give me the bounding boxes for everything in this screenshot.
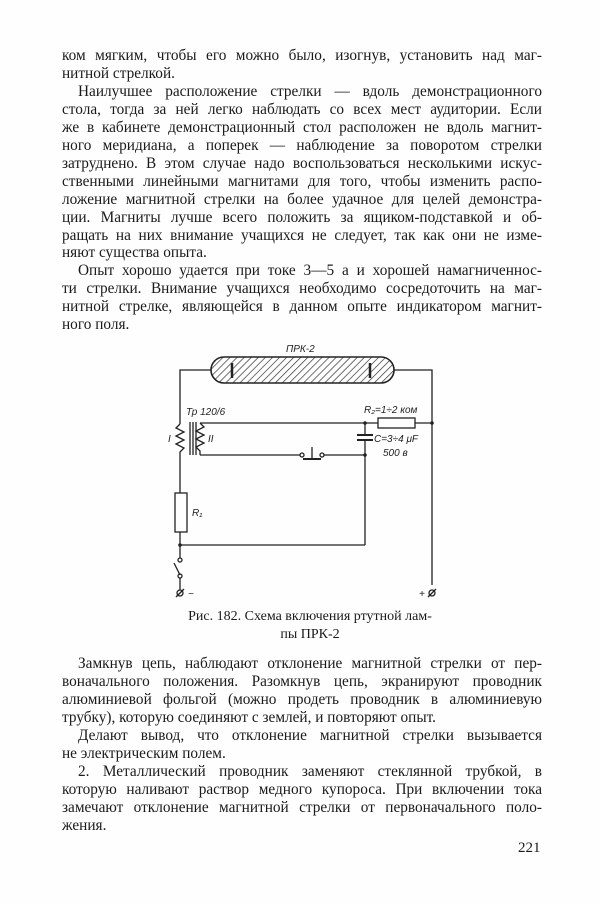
resistor-r1 <box>175 493 187 532</box>
r2-label: R₂=1÷2 ком <box>364 405 418 416</box>
text-line: ного поля. <box>62 316 130 333</box>
secondary-label: II <box>208 434 214 445</box>
primary-coil <box>176 424 184 493</box>
minus-terminal-label: − <box>188 589 194 600</box>
resistor-r2 <box>378 418 415 428</box>
text-line: воначального положения. Разомкнув цепь, экранируют проводник <box>62 673 542 690</box>
text-line: нитной стрелке, являющейся в данном опыте индикатором магнит- <box>62 298 542 315</box>
text-line: алюминиевой фольгой (можно продеть проводник в алюминиевую <box>62 691 542 708</box>
mercury-lamp <box>211 357 394 383</box>
figure-caption: пы ПРК-2 <box>280 627 340 642</box>
text-line: Делают вывод, что отклонение магнитной стрелки вызывается <box>78 727 542 744</box>
text-line: нитной стрелкой. <box>62 65 175 82</box>
text-line: стола, тогда за ней легко наблюдать со всех мест аудитории. Если <box>62 101 542 118</box>
text-line: замечают отклонение магнитной стрелки от первоначального поло- <box>62 799 542 816</box>
text-line: ти стрелки. Внимание учащихся необходимо сосредоточить на маг- <box>62 280 542 297</box>
text-line: Замкнув цепь, наблюдают отклонение магнитной стрелки от пер- <box>78 655 542 672</box>
text-line: не электрическим полем. <box>62 745 226 762</box>
text-line: которую наливают раствор медного купороса. При включении тока <box>62 781 542 798</box>
main-switch <box>174 563 180 575</box>
secondary-coil <box>196 423 204 455</box>
text-line: ственными линейными магнитами для того, чтобы изменить распо- <box>62 173 542 190</box>
page-number: 221 <box>518 840 541 856</box>
text-line: 2. Металлический проводник заменяют стеклянной трубкой, в <box>78 763 542 780</box>
capacitor-voltage-label: 500 в <box>383 448 408 459</box>
text-line: Опыт хорошо удается при токе 3—5 а и хорошей намагниченнос- <box>78 262 542 279</box>
text-line: затруднено. В этом случае надо воспользоваться несколькими искус- <box>62 155 542 172</box>
text-line: ного меридиана, а поперек — наблюдение за поворотом стрелки <box>62 137 542 154</box>
r1-label: R₁ <box>192 508 203 519</box>
lamp-label: ПРК-2 <box>286 344 315 355</box>
plus-terminal-label: + <box>419 589 425 600</box>
text-line: жения. <box>62 817 107 834</box>
text-line: ложение магнитной стрелки на более удачное для целей демонстра- <box>62 191 542 208</box>
text-line: ком мягким, чтобы его можно было, изогнув, установить над маг- <box>62 47 542 64</box>
text-line: же в кабинете демонстрационный стол расположен не вдоль магнит- <box>62 119 542 136</box>
text-line: няют существа опыта. <box>62 244 207 261</box>
primary-label: I <box>168 434 171 445</box>
text-line: ращать на них внимание учащихся не следует, так как они не изме- <box>62 227 542 244</box>
text-line: Наилучшее расположение стрелки — вдоль демонстрационного <box>78 83 542 100</box>
capacitor-label: C=3÷4 μF <box>374 434 419 445</box>
transformer-label: Тр 120/6 <box>186 407 226 418</box>
figure-caption: Рис. 182. Схема включения ртутной лам- <box>188 609 432 624</box>
text-line: трубку), которую соединяют с землей, и повторяют опыт. <box>62 709 436 726</box>
text-line: ции. Магниты лучше всего положить за ящиком-подставкой и об- <box>62 209 542 226</box>
